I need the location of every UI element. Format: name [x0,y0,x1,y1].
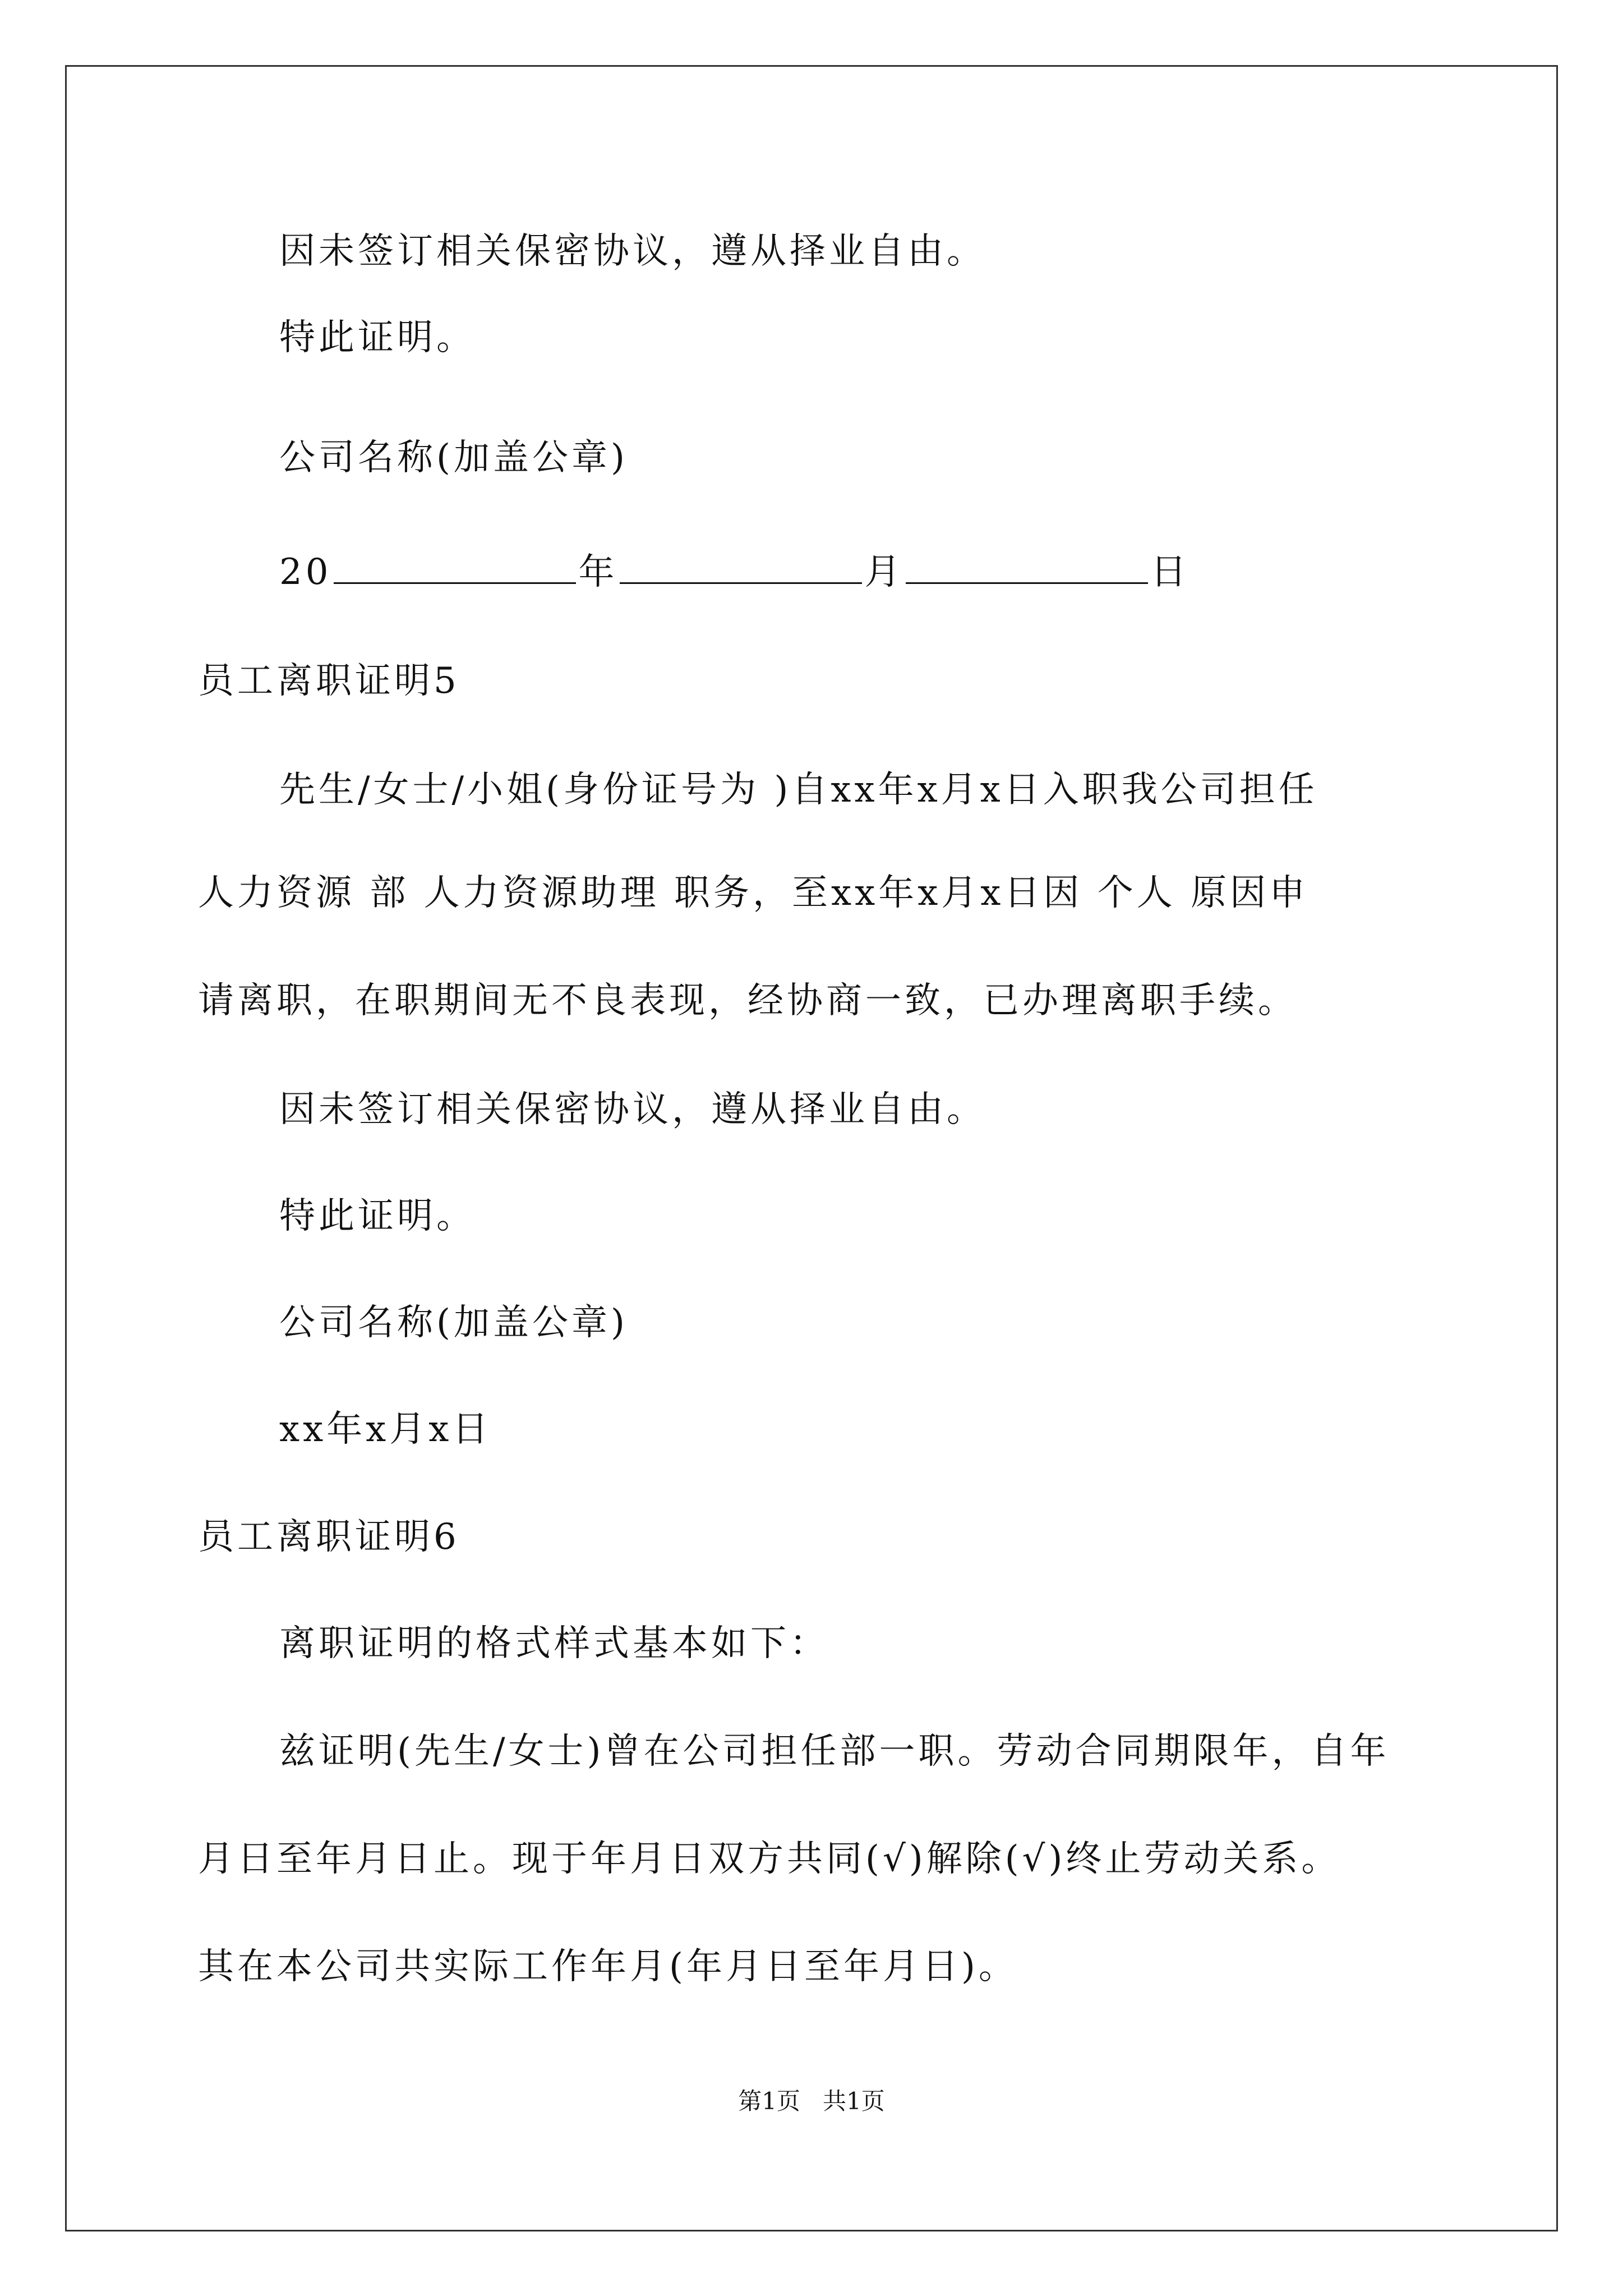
day-blank [906,550,1148,584]
section-5-body-line-3: 请离职，在职期间无不良表现，经协商一致，已办理离职手续。 [198,980,1297,1022]
year-blank [334,550,576,584]
company-seal-line: 公司名称(加盖公章) [279,1302,628,1343]
date-fill-line [279,550,1189,595]
signature-date: xx年x月x日 [279,1409,492,1450]
confidentiality-note: 因未签订相关保密协议，遵从择业自由。 [279,1089,986,1130]
hereby-certify: 特此证明。 [279,1195,476,1237]
date-prefix: 20 [279,551,332,593]
hereby-certify: 特此证明。 [279,317,476,358]
page-number-footer: 第1页 共1页 [738,2087,885,2115]
section-6-heading: 员工离职证明6 [198,1516,460,1558]
day-label: 日 [1150,551,1190,593]
section-5-body-line-2: 人力资源 部 人力资源助理 职务，至xx年x月x日因 个人 原因申 [198,872,1309,914]
section-6-body-line-2: 月日至年月日止。现于年月日双方共同(√)解除(√)终止劳动关系。 [198,1838,1341,1880]
company-seal-line: 公司名称(加盖公章) [279,437,628,478]
page-border [65,65,1558,2231]
year-label: 年 [578,551,618,593]
section-5-heading: 员工离职证明5 [198,660,460,702]
confidentiality-note: 因未签订相关保密协议，遵从择业自由。 [279,231,986,272]
month-blank [620,550,862,584]
section-6-body-line-3: 其在本公司共实际工作年月(年月日至年月日)。 [198,1946,1018,1987]
month-label: 月 [864,551,904,593]
section-6-body-line-1: 兹证明(先生/女士)曾在公司担任部一职。劳动合同期限年，自年 [279,1731,1390,1772]
section-6-intro: 离职证明的格式样式基本如下： [279,1623,829,1664]
section-5-body-line-1: 先生/女士/小姐(身份证号为 )自xx年x月x日入职我公司担任 [279,769,1318,811]
